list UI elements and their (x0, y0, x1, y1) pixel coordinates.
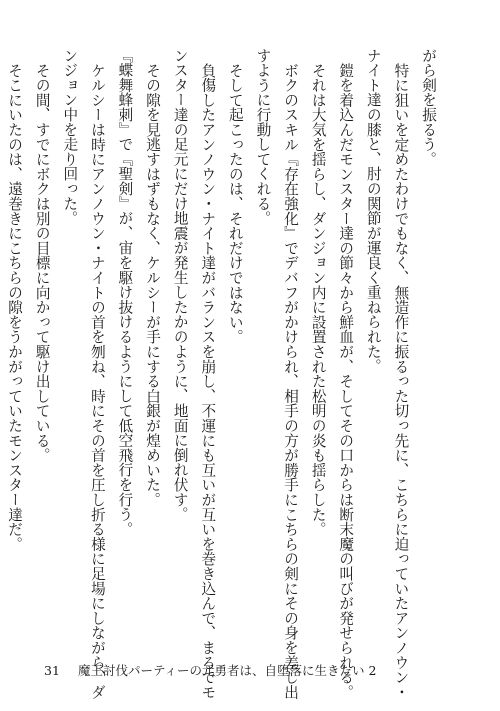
text-line: 特に狙いを定めたわけでもなく、無造作に振るった切っ先に、こちらに迫っていたアンノウン・ (392, 62, 410, 699)
text-line: その隙を見逃すはずもなく、ケルシーが手にする白銀が煌めいた。 (144, 62, 162, 507)
text-line: それは大気を揺らし、ダンジョン内に設置された松明の炎も揺らした。 (309, 62, 327, 537)
text-line: ナイト達の膝と、肘の関節が運良く重ねられた。 (364, 48, 382, 374)
text-line: そして起こったのは、それだけではない。 (226, 62, 244, 344)
text-line: 『蝶舞蜂刺』で『聖剣』が、宙を駆け抜けるようにして低空飛行を行う。 (116, 48, 134, 537)
text-line: ケルシーは時にアンノウン・ナイトの首を刎ね、時にその首を圧し折る様に足場にしながら、ダ (88, 62, 106, 699)
text-line: ンスター達の足元にだけ地震が発生したかのように、地面に倒れ伏す。 (171, 48, 189, 522)
page-number: 31 (44, 663, 60, 678)
running-title: 魔王討伐パーティーの元勇者は、自堕落に生きたい 2 (77, 663, 377, 678)
text-line: その間、すでにボクは別の目標に向かって駆け出している。 (33, 62, 51, 463)
text-line (0, 48, 1, 648)
text-line: 鎧を着込んだモンスター達の節々から鮮血が、そしてその口からは断末魔の叫びが発せられる。 (337, 62, 355, 699)
text-line: すように行動してくれる。 (254, 48, 272, 226)
text-line: 負傷したアンノウン・ナイト達がバランスを崩し、不運にも互いが互いを巻き込んで、まるでモ (199, 62, 217, 699)
page-footer (44, 661, 376, 679)
text-line: ボクのスキル『存在強化』でデバフがかけられ、相手の方が勝手にこちらの剣にその身を差し出 (282, 62, 300, 699)
text-line: がら剣を振るう。 (420, 48, 437, 167)
text-line: ンジョン中を走り回った。 (61, 48, 79, 226)
text-line: そこにいたのは、遠巻きにこちらの隙をうかがっていたモンスター達だ。 (6, 62, 24, 551)
